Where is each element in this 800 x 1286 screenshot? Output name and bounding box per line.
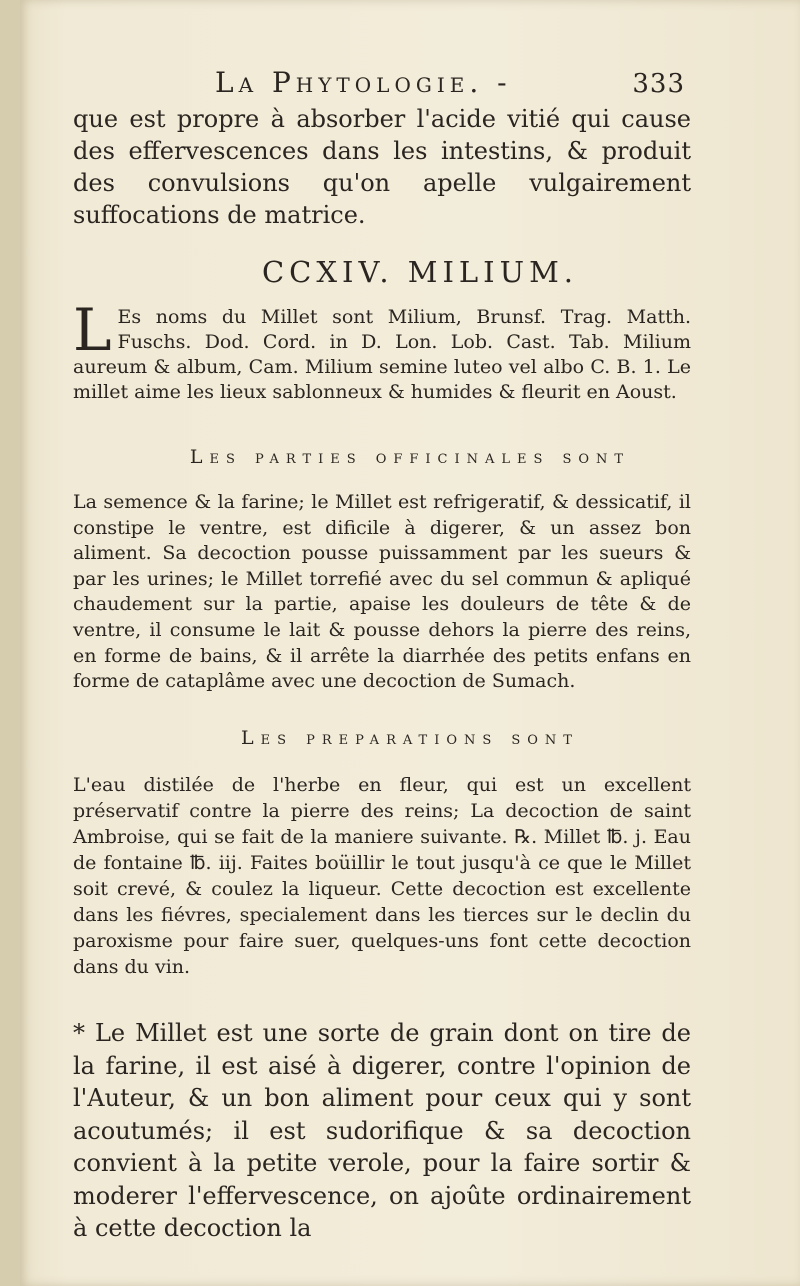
- running-title: La Phytologie. -: [215, 66, 512, 99]
- running-header: [215, 66, 685, 99]
- names-paragraph: [73, 296, 691, 405]
- section-heading-preparations: Les preparations sont: [241, 727, 579, 749]
- entry-title: CCXIV. MILIUM.: [261, 255, 578, 289]
- preparations-paragraph: L'eau distilée de l'herbe en fleur, qui est un excellent préservatif contre la pierre des reins; La decoction de saint Ambroise, qui se fait de la maniere suivante. ℞. Millet ℔. j. Eau de fontaine ℔. iij. Faites boüillir le tout jusqu'à ce que le Millet soit crevé, & coulez la liqueur. Cette decoction est excellente dans les fiévres, specialement dans les tierces sur le declin du paroxisme pour faire suer, quelques-uns font cette decoction dans du vin.: [73, 774, 691, 978]
- continuation-paragraph: que est propre à absorber l'acide vitié qui cause des effervescences dans les intestins, & produit des convulsions qu'on apelle vulgairement suffocations de matrice.: [73, 105, 691, 229]
- annotation-note: * Le Millet est une sorte de grain dont on tire de la farine, il est aisé à digerer, contre l'opinion de l'Auteur, & un bon aliment pour ceux qui y sont acoutumés; il est sudorifique & sa decoction convient à la petite verole, pour la faire sortir & moderer l'effervescence, on ajoûte ordinairement à cette decoction la: [73, 1019, 691, 1242]
- page-number: 333: [632, 69, 685, 99]
- officinal-paragraph: La semence & la farine; le Millet est refrigeratif, & dessicatif, il constipe le ventre, est dificile à digerer, & un assez bon aliment. Sa decoction pousse puissamment par les sueurs & par les urines; le Millet torrefié avec du sel commun & apliqué chaudement sur la partie, apaise les douleurs de tête & de ventre, il consume le lait & pousse dehors la pierre des reins, en forme de bains, & il arrête la diarrhée des petits enfans en forme de cataplâme avec une decoction de Sumach.: [73, 491, 691, 693]
- section-heading-officinal: Les parties officinales sont: [189, 446, 631, 468]
- drop-cap: L: [73, 296, 112, 364]
- names-text: Es noms du Millet sont Milium, Brunsf. Trag. Matth. Fuschs. Dod. Cord. in D. Lon. Lob. Cast. Tab. Milium aureum & album, Cam. Milium semine luteo vel albo C. B. 1. Le millet aime les lieux sablonneux & humides & fleurit en Aoust.: [73, 306, 691, 403]
